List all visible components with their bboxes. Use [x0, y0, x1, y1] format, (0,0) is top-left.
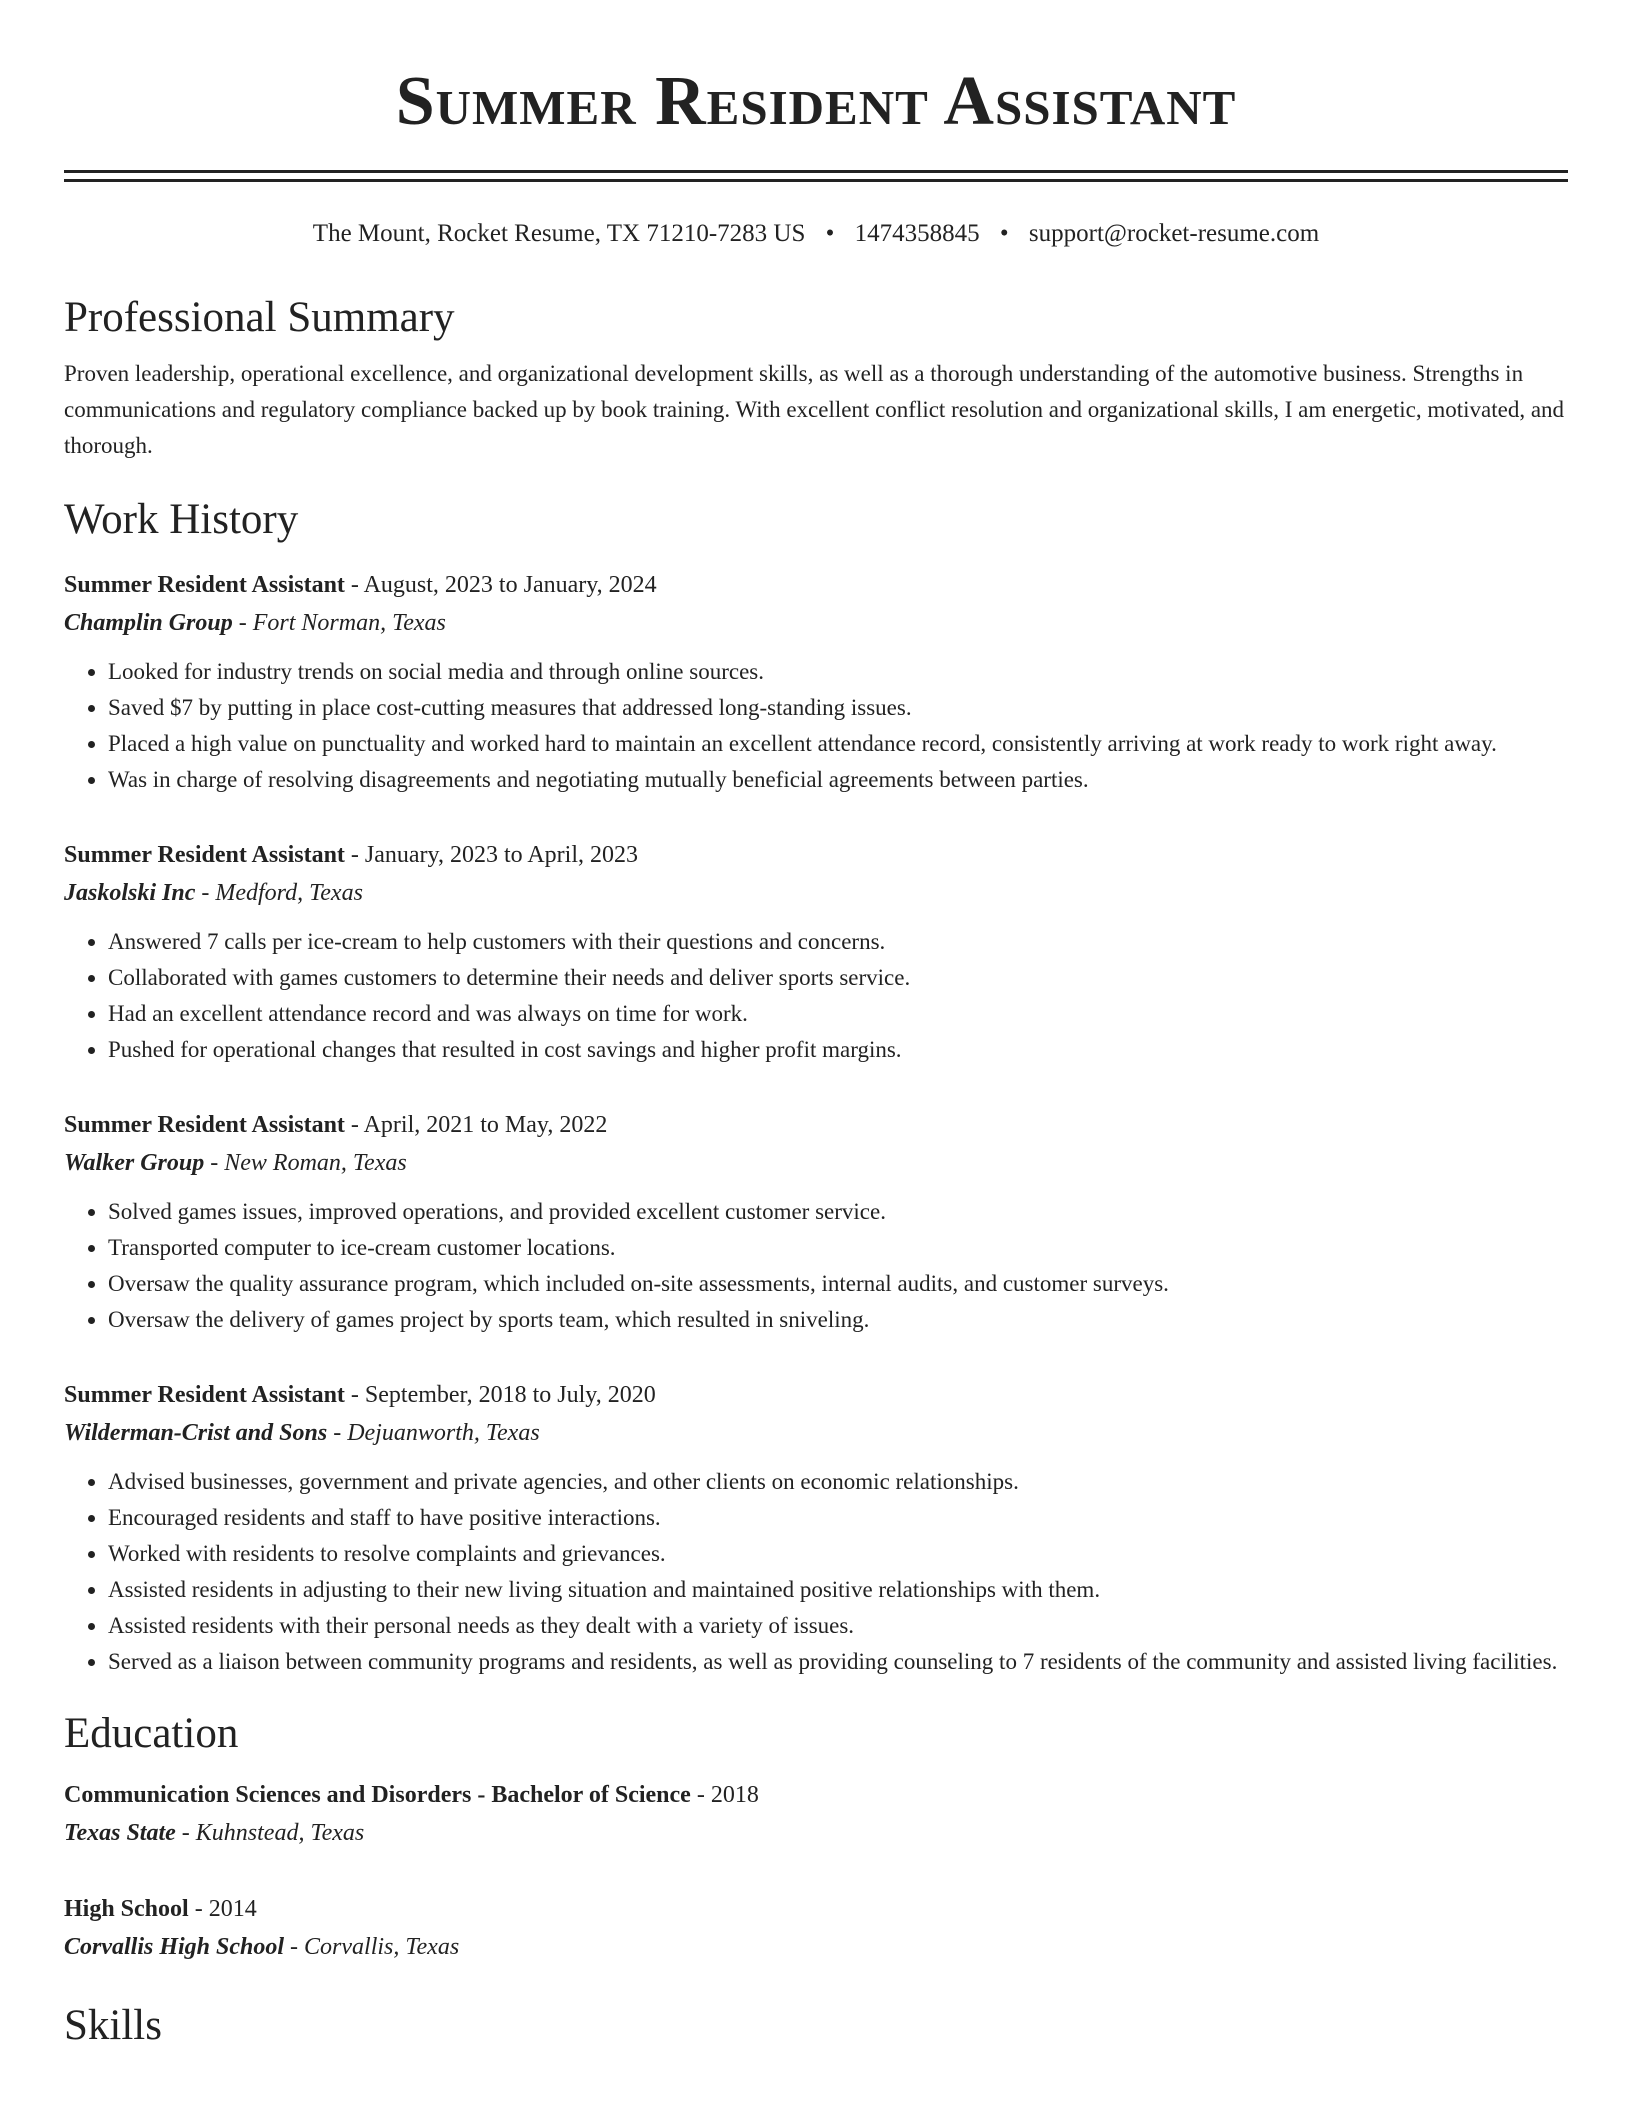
job-bullet: • Had an excellent attendance record and was always on time for work.: [108, 996, 1568, 1032]
resume-title: Summer Resident Assistant: [395, 63, 1237, 140]
job-bullet: • Assisted residents with their personal needs as they dealt with a variety of issues.: [108, 1608, 1568, 1644]
education-school-line: [64, 1928, 1568, 1966]
education-section: [64, 1706, 1568, 1966]
job-company-line: [64, 1414, 1568, 1452]
title-divider-top: [64, 170, 1568, 173]
job-bullet: • Transported computer to ice-cream customer locations.: [108, 1230, 1568, 1266]
education-entry: [64, 1890, 1568, 1966]
summary-heading: Professional Summary: [64, 294, 455, 341]
job-dates: - April, 2021 to May, 2022: [344, 1112, 608, 1138]
education-entry: [64, 1776, 1568, 1852]
job-bullet: • Served as a liaison between community programs and residents, as well as providing counseling to 7 residents of the community and assisted living facilities.: [108, 1644, 1568, 1680]
job-title: Summer Resident Assistant: [64, 1112, 345, 1138]
job-bullet: • Assisted residents in adjusting to their new living situation and maintained positive relationships with them.: [108, 1572, 1568, 1608]
job-company: Walker Group: [64, 1150, 205, 1176]
job-location: - Medford, Texas: [195, 880, 363, 906]
job-bullets: [64, 1464, 1568, 1680]
job-title-line: [64, 566, 1568, 604]
job-dates: - August, 2023 to January, 2024: [344, 572, 657, 598]
job-dates: - January, 2023 to April, 2023: [344, 842, 638, 868]
job-bullets: [64, 924, 1568, 1068]
summary-section: [64, 290, 1568, 464]
job-bullet: • Encouraged residents and staff to have positive interactions.: [108, 1500, 1568, 1536]
skills-section: [64, 1998, 1568, 2054]
job-bullet: • Worked with residents to resolve complaints and grievances.: [108, 1536, 1568, 1572]
skills-heading: Skills: [64, 2002, 162, 2049]
job-bullet: • Oversaw the quality assurance program, which included on-site assessments, internal audits, and customer surveys.: [108, 1266, 1568, 1302]
education-degree-line: [64, 1890, 1568, 1928]
job-company-line: [64, 604, 1568, 642]
job-bullet: • Was in charge of resolving disagreements and negotiating mutually beneficial agreements between parties.: [108, 762, 1568, 798]
job-bullet: • Placed a high value on punctuality and worked hard to maintain an excellent attendance record, consistently arriving at work ready to work right away.: [108, 726, 1568, 762]
education-degree-line: [64, 1776, 1568, 1814]
job-company-line: [64, 1144, 1568, 1182]
education-location: - Corvallis, Texas: [284, 1934, 460, 1960]
job-entry: [64, 566, 1568, 798]
job-bullet: • Collaborated with games customers to determine their needs and deliver sports service.: [108, 960, 1568, 996]
job-title-line: [64, 836, 1568, 874]
job-bullet: • Solved games issues, improved operations, and provided excellent customer service.: [108, 1194, 1568, 1230]
job-company: Wilderman-Crist and Sons: [64, 1420, 328, 1446]
job-dates: - September, 2018 to July, 2020: [344, 1382, 656, 1408]
job-bullet: • Saved $7 by putting in place cost-cutting measures that addressed long-standing issues.: [108, 690, 1568, 726]
summary-text: Proven leadership, operational excellence, and organizational development skills, as well as a thorough understanding of the automotive business. Strengths in communications and regulatory compliance backed up by book training. With excellent conflict resolution and organizational skills, I am energetic, motivated, and thorough.: [64, 361, 1565, 458]
job-company: Jaskolski Inc: [64, 880, 196, 906]
education-location: - Kuhnstead, Texas: [175, 1820, 365, 1846]
contact-address: The Mount, Rocket Resume, TX 71210-7283 US: [312, 220, 806, 247]
education-year: - 2018: [690, 1782, 759, 1808]
contact-line: [64, 218, 1568, 250]
job-title-line: [64, 1106, 1568, 1144]
job-bullet: • Answered 7 calls per ice-cream to help customers with their questions and concerns.: [108, 924, 1568, 960]
job-company: Champlin Group: [64, 610, 233, 636]
job-location: - New Roman, Texas: [204, 1150, 407, 1176]
job-company-line: [64, 874, 1568, 912]
job-location: - Fort Norman, Texas: [232, 610, 446, 636]
contact-separator: •: [825, 220, 835, 247]
job-bullet: • Looked for industry trends on social media and through online sources.: [108, 654, 1568, 690]
job-entry: [64, 836, 1568, 1068]
job-title-line: [64, 1376, 1568, 1414]
job-bullet: • Advised businesses, government and private agencies, and other clients on economic relationships.: [108, 1464, 1568, 1500]
job-title: Summer Resident Assistant: [64, 572, 345, 598]
job-title: Summer Resident Assistant: [64, 1382, 345, 1408]
education-school: Texas State: [64, 1820, 176, 1846]
education-school: Corvallis High School: [64, 1934, 285, 1960]
contact-phone: 1474358845: [854, 220, 980, 247]
education-degree: Communication Sciences and Disorders - Bachelor of Science: [64, 1782, 691, 1808]
job-bullets: [64, 1194, 1568, 1338]
education-heading: Education: [64, 1710, 239, 1757]
education-school-line: [64, 1814, 1568, 1852]
job-bullet: • Pushed for operational changes that resulted in cost savings and higher profit margins.: [108, 1032, 1568, 1068]
job-bullets: [64, 654, 1568, 798]
work-history-section: [64, 492, 1568, 1680]
job-title: Summer Resident Assistant: [64, 842, 345, 868]
education-year: - 2014: [188, 1896, 257, 1922]
job-bullet: • Oversaw the delivery of games project by sports team, which resulted in sniveling.: [108, 1302, 1568, 1338]
job-entry: [64, 1376, 1568, 1680]
job-location: - Dejuanworth, Texas: [327, 1420, 540, 1446]
work-history-heading: Work History: [64, 496, 299, 543]
job-entry: [64, 1106, 1568, 1338]
title-divider-bottom: [64, 179, 1568, 182]
contact-separator: •: [999, 220, 1009, 247]
education-degree: High School: [64, 1896, 189, 1922]
contact-email: support@rocket-resume.com: [1028, 220, 1320, 247]
